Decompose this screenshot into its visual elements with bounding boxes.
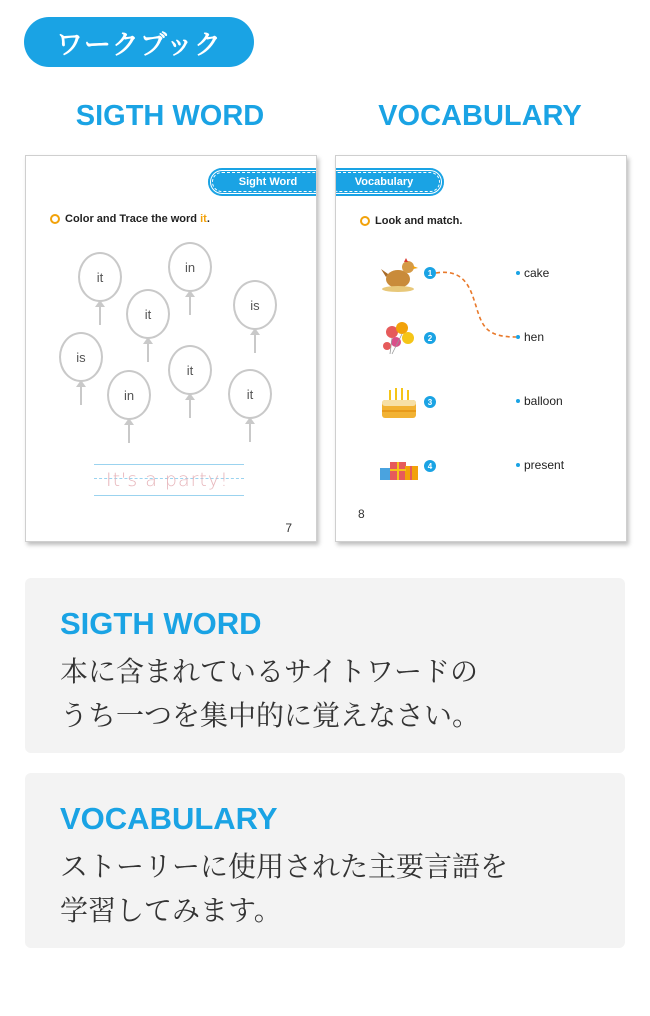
balloons-picture xyxy=(378,318,420,358)
hen-picture xyxy=(378,253,420,293)
match-word xyxy=(516,330,544,344)
info-line: 本に含まれているサイトワードの xyxy=(60,655,479,688)
sight-word-column-title: SIGTH WORD xyxy=(75,100,265,132)
match-word-label: balloon xyxy=(524,394,563,408)
balloon-label: it xyxy=(78,252,122,302)
match-dot-icon xyxy=(516,335,520,339)
balloon-label: it xyxy=(168,345,212,395)
match-dot-icon xyxy=(516,271,520,275)
tracing-lines xyxy=(94,464,244,496)
instruction-highlight-word: it xyxy=(200,213,207,225)
info-description xyxy=(60,650,605,738)
instruction-text: Color and Trace the word xyxy=(65,213,201,225)
match-word-label: hen xyxy=(524,330,545,344)
sight-word-info-panel xyxy=(25,578,625,753)
number-dot: 1 xyxy=(424,267,436,279)
info-line: ストーリーに使用された主要言語を xyxy=(60,850,509,883)
instruction-text: Look and match. xyxy=(375,215,463,227)
info-line: うち一つを集中的に覚えなさい。 xyxy=(60,699,481,732)
instruction-period: . xyxy=(206,213,210,225)
balloon-label: in xyxy=(107,370,151,420)
match-word xyxy=(516,266,549,280)
balloon-label: is xyxy=(59,332,103,382)
match-dot-icon xyxy=(516,463,520,467)
page-number: 8 xyxy=(358,507,365,521)
vocabulary-info-panel xyxy=(25,773,625,948)
info-description xyxy=(60,845,605,933)
balloon-label: is xyxy=(233,280,277,330)
match-dot-icon xyxy=(516,399,520,403)
sight-word-tab-label: Sight Word xyxy=(238,176,298,188)
vocabulary-page xyxy=(335,155,627,542)
vocabulary-tab-label: Vocabulary xyxy=(354,176,414,188)
sight-word-tab xyxy=(208,168,317,196)
balloon-label: in xyxy=(168,242,212,292)
workbook-badge: ワークブック xyxy=(24,17,254,67)
match-word-label: cake xyxy=(524,266,550,280)
trace-sentence: It's a party! xyxy=(106,469,229,491)
info-title: VOCABULARY xyxy=(60,801,278,836)
bullet-icon xyxy=(50,214,60,224)
presents-picture xyxy=(378,446,420,486)
number-dot: 2 xyxy=(424,332,436,344)
balloon-label: it xyxy=(228,369,272,419)
match-word xyxy=(516,458,564,472)
number-dot: 4 xyxy=(424,460,436,472)
vocabulary-column-title: VOCABULARY xyxy=(378,100,582,132)
match-word-label: present xyxy=(524,458,565,472)
balloon-label: it xyxy=(126,289,170,339)
info-line: 学習してみます。 xyxy=(60,894,282,927)
number-dot: 3 xyxy=(424,396,436,408)
page-number: 7 xyxy=(285,521,292,535)
cake-picture xyxy=(378,382,420,422)
match-word xyxy=(516,394,563,408)
info-title: SIGTH WORD xyxy=(60,606,262,641)
sight-word-page xyxy=(25,155,317,542)
sight-word-instruction xyxy=(50,213,210,225)
